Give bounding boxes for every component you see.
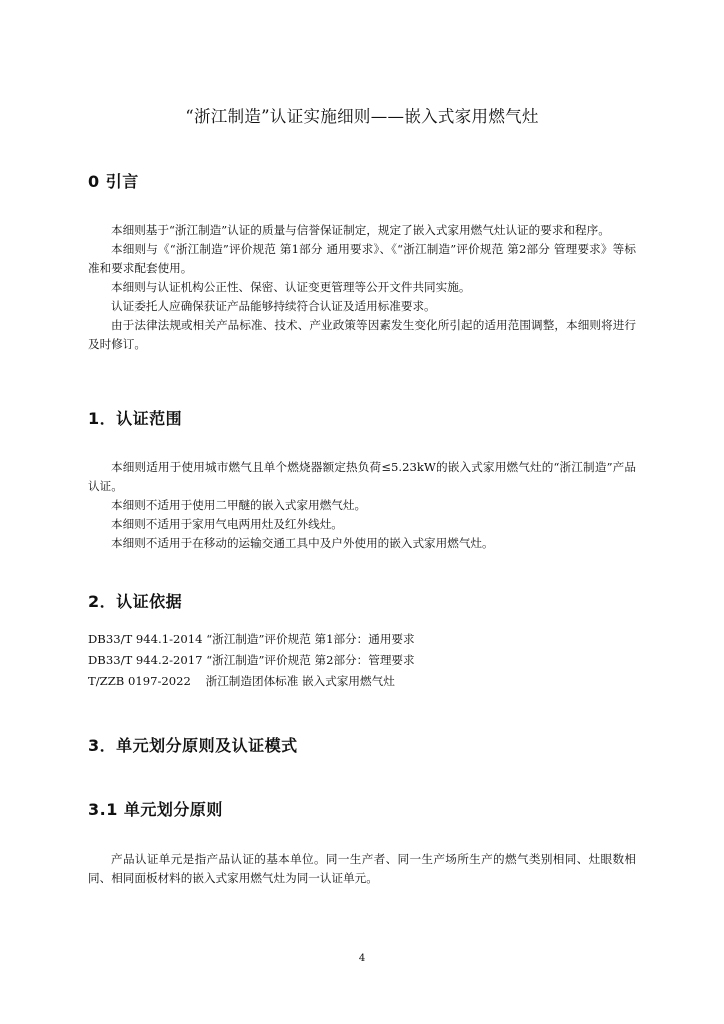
paragraph: 本细则适用于使用城市燃气且单个燃烧器额定热负荷≤5.23kW的嵌入式家用燃气灶的“浙江制造”产品认证。 — [88, 460, 636, 493]
paragraph: 本细则不适用于在移动的运输交通工具中及户外使用的嵌入式家用燃气灶。 — [111, 536, 494, 550]
paragraph: 产品认证单元是指产品认证的基本单位。同一生产者、同一生产场所生产的燃气类别相同、灶眼数相同、相同面板材料的嵌入式家用燃气灶为同一认证单元。 — [88, 852, 636, 885]
section-body-scope — [88, 458, 636, 553]
paragraph: 本细则不适用于使用二甲醚的嵌入式家用燃气灶。 — [111, 498, 367, 512]
section-heading-unit-principle: 3.1 单元划分原则 — [88, 800, 223, 819]
reference-item: T/ZZB 0197-2022 浙江制造团体标准 嵌入式家用燃气灶 — [88, 674, 395, 688]
page-number: 4 — [358, 953, 366, 964]
paragraph: 本细则与认证机构公正性、保密、认证变更管理等公开文件共同实施。 — [111, 280, 471, 294]
reference-list — [88, 629, 636, 692]
paragraph: 认证委托人应确保获证产品能够持续符合认证及适用标准要求。 — [111, 299, 436, 313]
section-body-unit-principle — [88, 850, 636, 888]
paragraph: 本细则与《“浙江制造”评价规范 第1部分 通用要求》、《“浙江制造”评价规范 第2部分 管理要求》等标准和要求配套使用。 — [88, 242, 636, 275]
paragraph: 本细则基于“浙江制造”认证的质量与信誉保证制定，规定了嵌入式家用燃气灶认证的要求和程序。 — [111, 223, 610, 237]
section-heading-basis: 2．认证依据 — [88, 592, 183, 611]
section-heading-unit-mode: 3．单元划分原则及认证模式 — [88, 736, 298, 755]
reference-item: DB33/T 944.2-2017 “浙江制造”评价规范 第2部分：管理要求 — [88, 653, 415, 667]
reference-item: DB33/T 944.1-2014 “浙江制造”评价规范 第1部分：通用要求 — [88, 632, 415, 646]
section-heading-scope: 1．认证范围 — [88, 409, 183, 428]
paragraph: 由于法律法规或相关产品标准、技术、产业政策等因素发生变化所引起的适用范围调整，本细则将进行及时修订。 — [88, 318, 636, 351]
section-body-intro — [88, 221, 636, 354]
paragraph: 本细则不适用于家用气电两用灶及红外线灶。 — [111, 517, 343, 531]
document-title: “浙江制造”认证实施细则——嵌入式家用燃气灶 — [185, 107, 539, 126]
section-heading-intro: 0 引言 — [88, 172, 139, 191]
